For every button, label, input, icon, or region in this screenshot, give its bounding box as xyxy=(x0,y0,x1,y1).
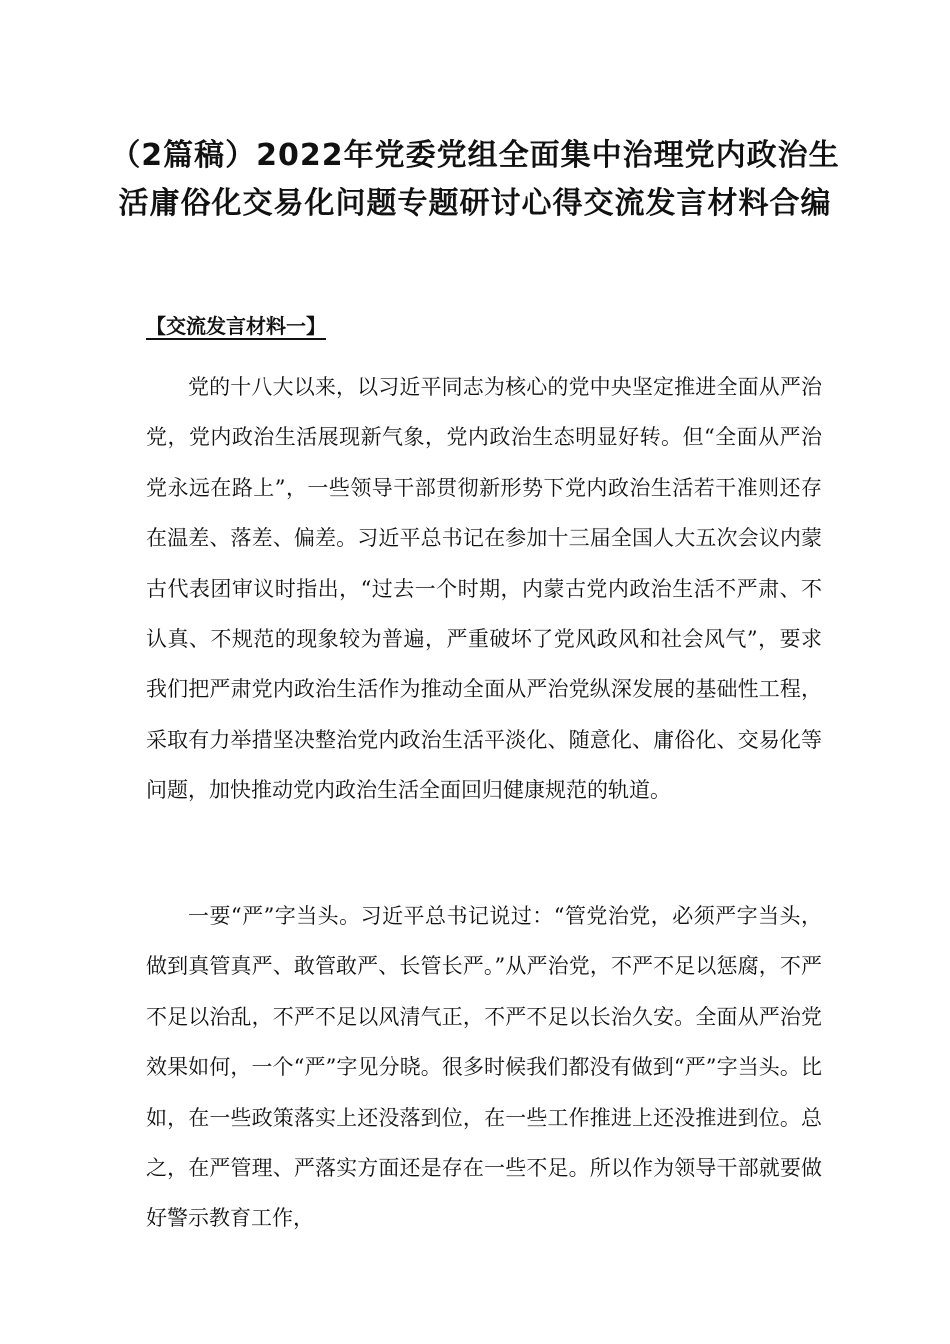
document-title: （2篇稿）2022年党委党组全面集中治理党内政治生活庸俗化交易化问题专题研讨心得交流发言材料合编 xyxy=(110,138,840,221)
body-paragraph-1: 党的十八大以来，以习近平同志为核心的党中央坚定推进全面从严治党，党内政治生活展现新气象，党内政治生态明显好转。但“全面从严治党永远在路上”，一些领导干部贯彻新形势下党内政治生活若干准则还存在温差、落差、偏差。习近平总书记在参加十三届全国人大五次会议内蒙古代表团审议时指出，“过去一个时期，内蒙古党内政治生活不严肃、不认真、不规范的现象较为普遍，严重破坏了党风政风和社会风气”，要求我们把严肃党内政治生活作为推动全面从严治党纵深发展的基础性工程，采取有力举措坚决整治党内政治生活平淡化、随意化、庸俗化、交易化等问题，加快推动党内政治生活全面回归健康规范的轨道。 xyxy=(146,375,822,803)
section-heading: 【交流发言材料一】 xyxy=(146,314,326,338)
body-paragraph-2: 一要“严”字当头。习近平总书记说过：“管党治党，必须严字当头，做到真管真严、敢管敢严、长管长严。”从严治党，不严不足以惩腐，不严不足以治乱，不严不足以风清气正，不严不足以长治久安。全面从严治党效果如何，一个“严”字见分晓。很多时候我们都没有做到“严”字当头。比如，在一些政策落实上还没落到位，在一些工作推进上还没推进到位。总之，在严管理、严落实方面还是存在一些不足。所以作为领导干部就要做好警示教育工作， xyxy=(146,904,822,1231)
